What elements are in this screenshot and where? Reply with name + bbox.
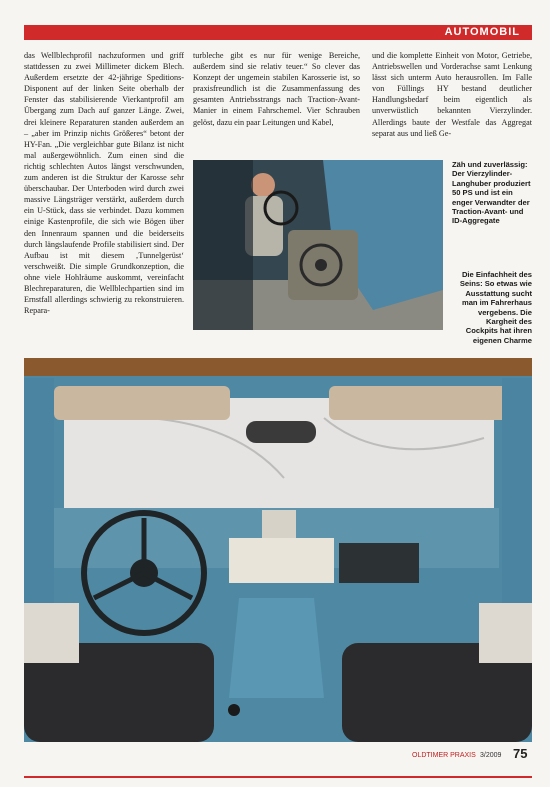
cockpit-photo-caption: Die Einfachheit des Seins: So etwas wie Ausstattung sucht man im Fahrerhaus vergebens. Die Kargheit des Cockpits hat ihren eigenen Charme — [459, 270, 532, 345]
cockpit-photo — [24, 358, 532, 742]
engine-photo — [193, 160, 443, 330]
article-column-2: turbleche gibt es nur für wenige Bereiche, außerdem sind sie relativ teuer.“ So clever das Konzept der ungemein stabilen Karosserie ist, so praxisfreundlich ist die Zusammenfassung des gesamten Antriebsstrangs nach Traction-Avant-Manier in einem Fahrschemel. Vier Schrauben gelöst, dazu ein paar Leitungen und Kabel, — [193, 51, 360, 127]
article-column-3: und die komplette Einheit von Motor, Getriebe, Antriebswellen und Vorderachse samt Lenkung lässt sich unterm Auto herausrollen. Im Falle von Füllings HY bestand deutlicher Handlungsbedarf beim eigentlich als unverwüstlich bekannten Vierzylinder. Allerdings baute der Westfale das Aggregat separat aus und ließ Ge- — [372, 51, 532, 138]
footer-rule — [24, 776, 532, 778]
article-column-1: das Wellblechprofil nachzuformen und griff stattdessen zu zwei Millimeter dickem Blech. Außerdem ersetzte der 42-jährige Speditions-Disponent auf der linken Seite oberhalb der Fenster das stabilisierende Vierkantprofil am Übergang zum Dach auf ganzer Länge. Zwei, drei kleinere Reparaturen standen außerdem an – „aber im Prinzip nichts Größeres“ betont der HY-Fan. „Die vergleichbar gute Bilanz ist nicht mal außergewöhnlich. Zum einen sind die richtig schlechten Autos längst verschwunden, zum anderen ist die Struktur der Karosse sehr überschaubar. Der Unterboden wird durch zwei massive Längsträger verstärkt, außerdem durch ein U-Stück, dass sie verbindet. Dazu kommen einige Kastenprofile, die sich wie Bögen über den Innenraum spannen und die beiderseits durch längslaufende Profile stabilisiert sind. Der Aufbau ist mit diesem ‚Tunnelgerüst‘ verschweißt. Die simple Grundkonzeption, die ohne viele Hohlräume auskommt, vereinfacht Blechreparaturen, die Wellblechpartien sind im Ernstfall allerdings schwierig zu rekonstruieren. Repara- — [24, 51, 184, 316]
section-title: AUTOMOBIL — [444, 26, 520, 38]
page-number: 75 — [513, 746, 528, 761]
engine-photo-caption: Zäh und zuverlässig: Der Vierzylinder-Langhuber produziert 50 PS und ist ein enger Verwandter der Traction-Avant- und ID-Aggregate — [452, 160, 531, 226]
engine-photo-illustration — [193, 160, 443, 330]
footer-issue: 3/2009 — [480, 752, 502, 759]
cockpit-photo-illustration — [24, 358, 532, 742]
footer-magazine-name: OLDTIMER PRAXIS — [412, 752, 476, 759]
